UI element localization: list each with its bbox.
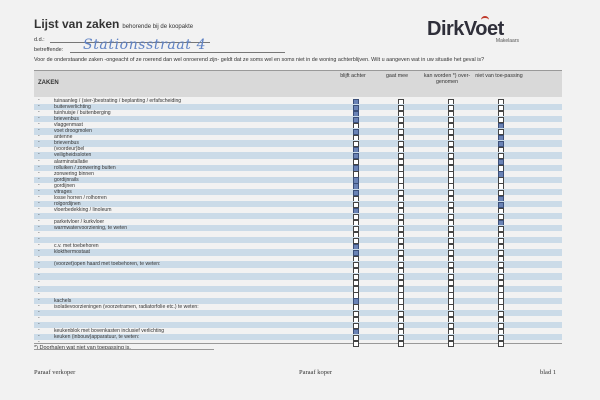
row-label: losse horren / rolhorren — [54, 194, 107, 201]
row-bullet: - — [38, 97, 40, 103]
footer-page-number: blad 1 — [540, 369, 557, 376]
row-label: antenne — [54, 134, 73, 141]
table-header — [34, 71, 562, 97]
row-label: voet droogmolen — [54, 128, 92, 135]
row-label: keuken (inbouw)apparatuur, te weten: — [54, 333, 140, 340]
title-sub: behorende bij de koopakte — [122, 24, 194, 30]
row-bullet: - — [38, 121, 40, 128]
row-bullet: - — [38, 224, 40, 231]
row-label: tuinhuisje / buitenberging — [54, 110, 111, 117]
row-bullet: - — [38, 308, 40, 315]
row-bullet: - — [38, 175, 40, 182]
title-main: Lijst van zaken — [34, 17, 120, 31]
row-label: klokthermostaat — [54, 249, 90, 256]
row-bullet: - — [38, 218, 40, 224]
row-bullet: - — [38, 139, 40, 146]
row-label: keukenblok met bovenkasten inclusief verlichting — [54, 327, 165, 334]
checkbox-gaat-mee[interactable] — [398, 341, 404, 347]
header-overgenomen: kan worden *) over-genomen — [423, 73, 471, 85]
row-label: vlaggenmast — [54, 122, 83, 129]
header-blijft-achter: blijft achter — [340, 73, 366, 79]
checkbox-niet-van-toepassing[interactable] — [498, 341, 504, 347]
row-bullet: - — [38, 187, 40, 194]
items-table — [34, 70, 562, 344]
row-bullet: - — [38, 211, 40, 218]
row-label: veiligheidssloten — [54, 152, 92, 159]
row-bullet: - — [38, 278, 40, 285]
row-bullet: - — [38, 272, 40, 279]
row-bullet: - — [38, 145, 40, 152]
logo-brand: DirkVoet — [427, 18, 504, 40]
signature-line — [34, 349, 214, 350]
header-niet-van-toepassing: niet van toe-passing — [475, 73, 523, 79]
row-bullet: - — [38, 115, 40, 122]
row-bullet: - — [38, 242, 40, 249]
row-bullet: - — [38, 199, 40, 206]
row-label: kachels — [54, 297, 72, 304]
company-logo — [427, 20, 537, 44]
row-bullet: - — [38, 302, 40, 309]
row-label: vitrages — [54, 188, 72, 195]
row-label: c.v. met toebehoren — [54, 243, 99, 250]
row-bullet: - — [38, 266, 40, 273]
row-bullet: - — [38, 230, 40, 237]
address-handwritten: Stationsstraat 4 — [83, 37, 207, 53]
row-bullet: - — [38, 236, 40, 243]
row-bullet: - — [38, 103, 40, 110]
row-label: (voordeur)bel — [54, 146, 85, 153]
address-label: betreffende: — [34, 47, 64, 53]
row-bullet: - — [38, 109, 40, 116]
row-label: alarminstallatie — [54, 158, 88, 165]
row-bullet: - — [38, 296, 40, 303]
row-bullet: - — [38, 260, 40, 267]
logo-roof-mark — [481, 16, 489, 22]
intro-text: Voor de onderstaande zaken -ongeacht of ze roerend dan wel onroerend zijn- geldt dat ze soms wel en soms niet in de woning achterblijven. Wilt u aangeven wat in uw situatie het geval is? — [34, 57, 485, 63]
row-label: gordijnrails — [54, 176, 79, 183]
row-bullet: - — [38, 320, 40, 327]
row-bullet: - — [38, 169, 40, 176]
row-label: rolgordijnen — [54, 200, 81, 207]
checkbox-overgenomen[interactable] — [448, 341, 454, 347]
row-label: zonwering binnen — [54, 170, 94, 177]
row-bullet: - — [38, 151, 40, 158]
row-bullet: - — [38, 326, 40, 333]
row-bullet: - — [38, 332, 40, 339]
header-zaken: ZAKEN — [38, 80, 59, 86]
row-bullet: - — [38, 193, 40, 200]
row-label: vloerbedekking / linoleum — [54, 206, 112, 213]
row-bullet: - — [38, 133, 40, 140]
row-bullet: - — [38, 205, 40, 212]
row-label: (voorzet)open haard met toebehoren, te weten: — [54, 261, 161, 268]
header-gaat-mee: gaat mee — [385, 73, 409, 79]
footer-paraaf-verkoper: Paraaf verkoper — [34, 369, 76, 376]
row-bullet: - — [38, 290, 40, 297]
row-bullet: - — [38, 163, 40, 170]
row-label: isolatievoorzieningen (voorzetramen, radiatorfolie etc.) te weten: — [54, 303, 199, 310]
row-bullet: - — [38, 127, 40, 134]
row-label: brievenbus — [54, 116, 79, 123]
row-label: brievenbus — [54, 140, 79, 147]
row-label: warmwatervoorziening, te weten — [54, 225, 128, 232]
row-bullet: - — [38, 284, 40, 291]
date-label: d.d.: — [34, 37, 45, 43]
row-bullet: - — [38, 248, 40, 255]
row-label: tuinaanleg / (sier-)bestrating / beplanting / erfafscheiding — [54, 98, 182, 104]
row-label: buitenverlichting — [54, 104, 91, 111]
logo-sub: Makelaars — [495, 38, 519, 44]
row-bullet: - — [38, 254, 40, 261]
row-bullet: - — [38, 339, 40, 345]
row-label: parketvloer / kurkvloer — [54, 219, 105, 225]
row-label: gordijnen — [54, 182, 75, 189]
document-title — [34, 17, 193, 31]
row-bullet: - — [38, 157, 40, 164]
checkbox-blijft-achter[interactable] — [353, 341, 359, 347]
row-label: rolluiken / zonwering buiten — [54, 164, 116, 171]
footer-paraaf-koper: Paraaf koper — [299, 369, 333, 376]
footnote: *) Doorhalen wat niet van toepassing is. — [34, 345, 131, 351]
row-bullet: - — [38, 181, 40, 188]
row-bullet: - — [38, 314, 40, 321]
